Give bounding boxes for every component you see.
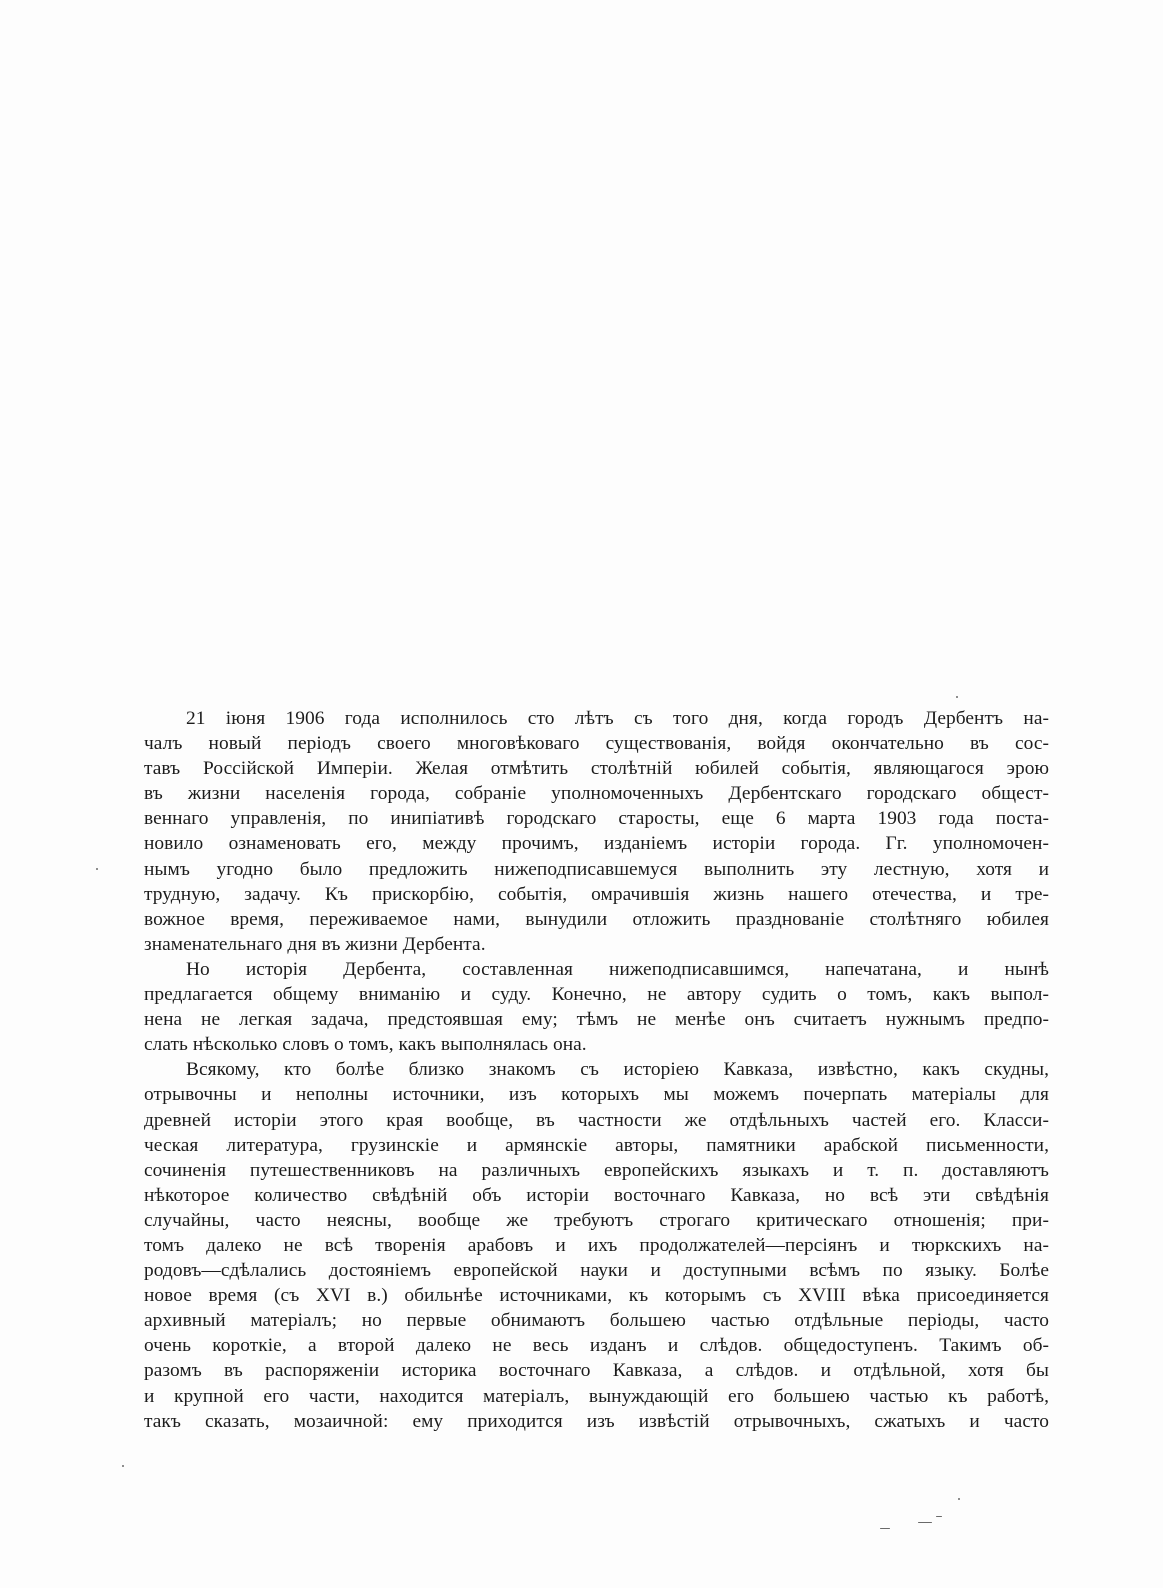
- text-line: и крупной его части, находится матеріалъ, вынуждающій его большею частью къ работѣ,: [144, 1385, 1049, 1407]
- text-line: знаменательнаго дня въ жизни Дербента.: [144, 933, 486, 955]
- text-line: сочиненія путешественниковъ на различныхъ европейскихъ языкахъ и т. п. доставляютъ: [144, 1159, 1049, 1181]
- scan-speck: [956, 696, 958, 698]
- scan-speck: [936, 1516, 942, 1517]
- text-line: томъ далеко не всѣ творенія арабовъ и ихъ продолжателей—персіянъ и тюркскихъ на-: [144, 1234, 1049, 1256]
- text-line: слать нѣсколько словъ о томъ, какъ выполнялась она.: [144, 1034, 587, 1056]
- text-line: вожное время, переживаемое нами, вынудили отложить празднованіе столѣтняго юбилея: [144, 908, 1049, 930]
- text-line: родовъ—сдѣлались достояніемъ европейской науки и доступными всѣмъ по языку. Болѣе: [144, 1260, 1049, 1282]
- scan-speck: [958, 1498, 960, 1500]
- text-line: чалъ новый періодъ своего многовѣковаго существованія, войдя окончательно въ сос-: [144, 733, 1049, 755]
- text-line: отрывочны и неполны источники, изъ которыхъ мы можемъ почерпать матеріалы для: [144, 1084, 1049, 1106]
- text-line: трудную, задачу. Къ прискорбію, событія, омрачившія жизнь нашего отечества, и тре-: [144, 883, 1049, 905]
- text-line: нена не легкая задача, предстоявшая ему; тѣмъ не менѣе онъ считаетъ нужнымъ предпо-: [144, 1009, 1049, 1031]
- text-line: 21 іюня 1906 года исполнилось сто лѣтъ съ того дня, когда городъ Дербентъ на-: [186, 708, 1049, 729]
- text-line: новило ознаменовать его, между прочимъ, изданіемъ исторіи города. Гг. уполномочен-: [144, 833, 1049, 855]
- scan-speck: [918, 1522, 932, 1523]
- scan-speck: [96, 868, 98, 870]
- text-line: предлагается общему вниманію и суду. Конечно, не автору судить о томъ, какъ выпол-: [144, 984, 1049, 1006]
- text-line: въ жизни населенія города, собраніе уполномоченныхъ Дербентскаго городскаго общест-: [144, 783, 1049, 805]
- text-line: архивный матеріалъ; но первые обнимаютъ большею частью отдѣльные періоды, часто: [144, 1310, 1049, 1332]
- text-line: очень короткіе, а второй далеко не весь изданъ и слѣдов. общедоступенъ. Такимъ об-: [144, 1335, 1049, 1357]
- scan-speck: [880, 1528, 890, 1529]
- text-line: веннаго управленія, по инипіативѣ городскаго старосты, еще 6 марта 1903 года поста-: [144, 808, 1049, 830]
- text-line: новое время (съ XVI в.) обильнѣе источниками, къ которымъ съ XVIII вѣка присоединяется: [144, 1285, 1049, 1307]
- text-line: древней исторіи этого края вообще, въ частности же отдѣльныхъ частей его. Класси-: [144, 1109, 1049, 1131]
- body-text: [144, 706, 1049, 1434]
- text-line: разомъ въ распоряженіи историка восточнаго Кавказа, а слѣдов. и отдѣльной, хотя бы: [144, 1360, 1049, 1382]
- text-line: случайны, часто неясны, вообще же требуютъ строгаго критическаго отношенія; при-: [144, 1209, 1049, 1231]
- text-line: тавъ Россійской Имперіи. Желая отмѣтить столѣтній юбилей событія, являющагося эрою: [144, 758, 1049, 780]
- text-line: такъ сказать, мозаичной: ему приходится изъ извѣстій отрывочныхъ, сжатыхъ и часто: [144, 1410, 1049, 1432]
- scan-speck: [122, 1465, 124, 1467]
- text-line: ческая литература, грузинскіе и армянскіе авторы, памятники арабской письменности,: [144, 1134, 1049, 1156]
- text-line: нѣкоторое количество свѣдѣній объ исторіи восточнаго Кавказа, но всѣ эти свѣдѣнія: [144, 1184, 1049, 1206]
- text-line: Всякому, кто болѣе близко знакомъ съ исторіею Кавказа, извѣстно, какъ скудны,: [186, 1059, 1049, 1081]
- text-line: Но исторія Дербента, составленная нижеподписавшимся, напечатана, и нынѣ: [186, 958, 1049, 980]
- text-line: нымъ угодно было предложить нижеподписавшемуся выполнить эту лестную, хотя и: [144, 858, 1049, 880]
